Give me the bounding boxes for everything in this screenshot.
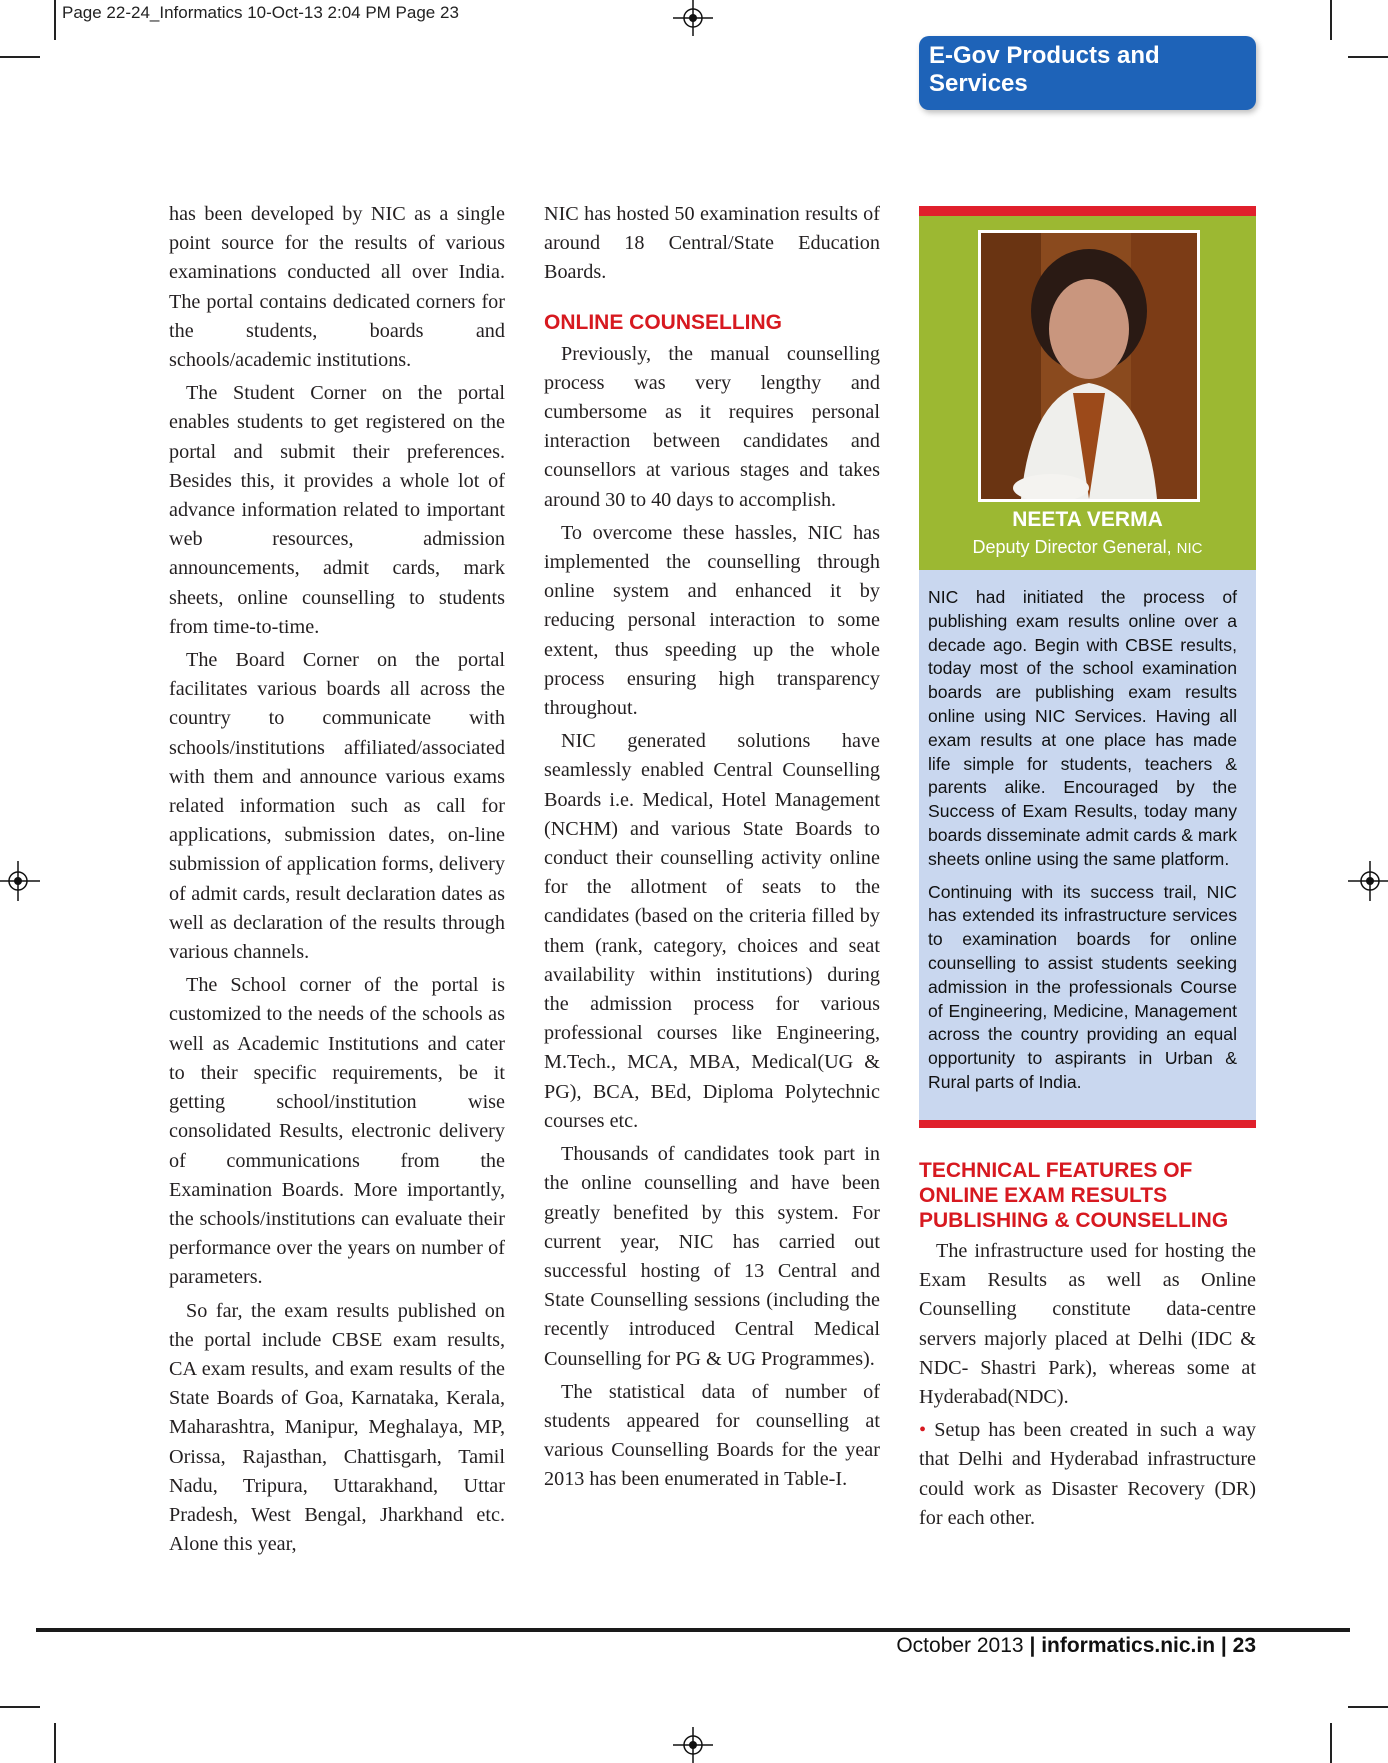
crop-mark <box>1348 1706 1388 1708</box>
page-footer <box>896 1634 1256 1658</box>
profile-name: NEETA VERMA <box>1012 508 1163 531</box>
article-column-3 <box>919 1158 1256 1537</box>
paragraph: The Student Corner on the portal enables students to get registered on the portal and submit their preferences. Besides this, it provides a whole lot of advance information related to important web resources, admission announcements, admit cards, mark sheets, online counselling to students from time-to-time. <box>169 382 505 638</box>
paragraph: To overcome these hassles, NIC has implemented the counselling through online system and enhanced it by reducing personal interaction to some extent, thus speeding up the whole process ensuring high transparency throughout. <box>544 521 880 720</box>
profile-role: Deputy Director General, <box>972 537 1172 557</box>
footer-separator: | <box>1029 1634 1036 1657</box>
quote-paragraph: Continuing with its success trail, NIC has extended its infrastructure services to examination boards for online counselling to assist students seeking admission in the professionals Course of Engineering, Medicine, Management across the country providing an equal opportunity to aspirants in Urban & Rural parts of India. <box>928 881 1237 1092</box>
footer-separator: | <box>1220 1634 1227 1657</box>
registration-mark-icon <box>1348 861 1388 901</box>
profile-top-bar <box>919 206 1256 216</box>
quote-box <box>919 570 1256 1128</box>
portrait-illustration <box>981 233 1197 499</box>
profile-photo <box>978 230 1200 502</box>
bullet-icon: • <box>919 1419 927 1442</box>
page-number: 23 <box>1232 1634 1256 1657</box>
section-heading: ONLINE COUNSELLING <box>544 310 783 334</box>
paragraph: The infrastructure used for hosting the Exam Results as well as Online Counselling constitute data-centre servers majorly placed at Delhi (IDC & NDC- Shastri Park), whereas some at Hyderabad(NDC). <box>919 1240 1256 1409</box>
print-slug: Page 22-24_Informatics 10-Oct-13 2:04 PM Page 23 <box>62 3 459 22</box>
bullet-item <box>919 1416 1256 1533</box>
section-tab <box>919 36 1256 110</box>
crop-mark <box>1330 0 1332 40</box>
paragraph: The School corner of the portal is customized to the needs of the schools as well as Academic Institutions and cater to their specific requirements, be it getting school/institution wise consolidated Results, electronic delivery of communications from the Examination Boards. More importantly, the schools/institutions can evaluate their performance over the years on number of parameters. <box>169 974 505 1289</box>
crop-mark <box>0 56 40 58</box>
profile-title <box>919 537 1256 558</box>
paragraph: The Board Corner on the portal facilitates various boards all across the country to communicate with schools/institutions affiliated/associated with them and announce various exams related information such as call for applications, submission dates, on-line submission of application forms, delivery of admit cards, result declaration dates as well as declaration of the results through various channels. <box>169 649 505 964</box>
bullet-text: Setup has been created in such a way that Delhi and Hyderabad infrastructure could work as Disaster Recovery (DR) for each other. <box>919 1419 1256 1529</box>
section-heading: TECHNICAL FEATURES OF ONLINE EXAM RESULTS PUBLISHING & COUNSELLING <box>919 1159 1229 1232</box>
paragraph: Thousands of candidates took part in the online counselling and have been greatly benefited by this system. For current year, NIC has carried out successful hosting of 13 Central and State Counselling sessions (including the recently introduced Central Medical Counselling for PG & UG Programmes). <box>544 1143 880 1370</box>
crop-mark <box>1330 1723 1332 1763</box>
registration-mark-icon <box>0 861 40 901</box>
issue-date: October 2013 <box>896 1634 1024 1657</box>
paragraph: NIC generated solutions have seamlessly enabled Central Counselling Boards i.e. Medical, Hotel Management (NCHM) and various State Boards to conduct their counselling activity online for the allotment of seats to the candidates (based on the criteria filled by them (rank, category, choices and seat availability within institutions) during the admission process for various professional courses like Engineering, M.Tech., MCA, MBA, Medical(UG & PG), BCA, BEd, Diploma Polytechnic courses etc. <box>544 730 880 1132</box>
paragraph: The statistical data of number of students appeared for counselling at various Counselling Boards for the year 2013 has been enumerated in Table-I. <box>544 1380 880 1491</box>
crop-mark <box>54 1723 56 1763</box>
crop-mark <box>54 0 56 40</box>
footer-rule <box>36 1628 1350 1632</box>
site-name: informatics.nic.in <box>1041 1634 1216 1657</box>
crop-mark <box>0 1706 40 1708</box>
paragraph: has been developed by NIC as a single point source for the results of various examinations conducted all over India. The portal contains dedicated corners for the students, boards and schools/academic institutions. <box>169 203 505 372</box>
paragraph: NIC has hosted 50 examination results of around 18 Central/State Education Boards. <box>544 203 880 284</box>
crop-mark <box>1348 56 1388 58</box>
registration-mark-icon <box>673 1723 713 1763</box>
paragraph: Previously, the manual counselling process was very lengthy and cumbersome as it requires personal interaction between candidates and counsellors at various stages and takes around 30 to 40 days to accomplish. <box>544 342 880 511</box>
registration-mark-icon <box>673 0 713 40</box>
paragraph: So far, the exam results published on the portal include CBSE exam results, CA exam results, and exam results of the State Boards of Goa, Karnataka, Kerala, Maharashtra, Manipur, Meghalaya, MP, Orissa, Rajasthan, Chattisgarh, Tamil Nadu, Tripura, Uttarakhand, Uttar Pradesh, West Bengal, Jharkhand etc. Alone this year, <box>169 1299 505 1556</box>
article-column-2 <box>544 200 880 1499</box>
profile-org: NIC <box>1176 540 1203 557</box>
quote-paragraph: NIC had initiated the process of publishing exam results online over a decade ago. Begin with CBSE results, today most of the school examination boards are publishing exam results online using NIC Services. Having all exam results at one place has made life simple for students, teachers & parents alike. Encouraged by the Success of Exam Results, today many boards disseminate admit cards & mark sheets online using the same platform. <box>928 587 1237 869</box>
section-tab-label: E-Gov Products and Services <box>929 42 1160 97</box>
article-column-1 <box>169 200 505 1563</box>
